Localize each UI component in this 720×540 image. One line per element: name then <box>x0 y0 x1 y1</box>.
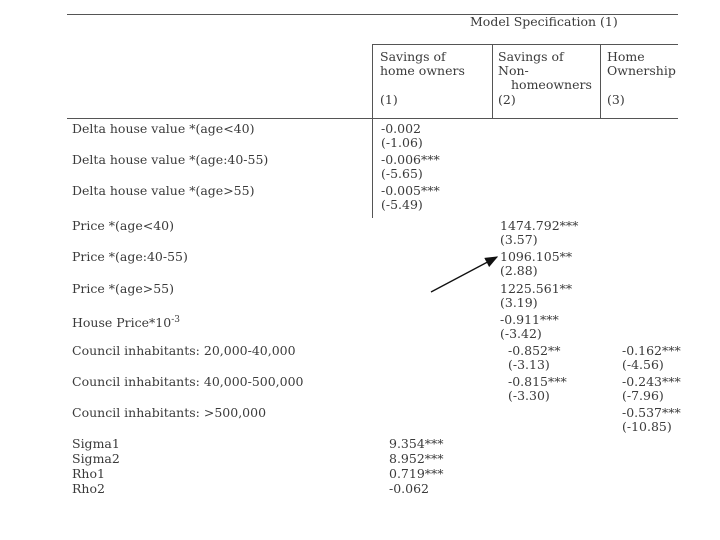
cell-coef: -0.852** <box>508 343 561 358</box>
param-value: -0.062 <box>389 481 430 496</box>
cell-coef: -0.005*** <box>381 183 440 198</box>
param-value: 9.354*** <box>389 436 444 451</box>
param-value: 8.952*** <box>389 451 444 466</box>
cell-coef: -0.162*** <box>622 343 681 358</box>
column-divider-2 <box>492 44 493 118</box>
param-label: Sigma2 <box>72 451 120 466</box>
cell-tstat: (3.57) <box>500 232 538 247</box>
row-label: Delta house value *(age>55) <box>72 183 255 198</box>
cell-coef: -0.006*** <box>381 152 440 167</box>
cell-tstat: (-3.42) <box>500 326 542 341</box>
row-label: Council inhabitants: >500,000 <box>72 405 267 420</box>
column-divider-3 <box>600 44 601 118</box>
row-label: Delta house value *(age:40-55) <box>72 152 269 167</box>
cell-tstat: (-3.30) <box>508 388 550 403</box>
param-label: Sigma1 <box>72 436 120 451</box>
row-label: Council inhabitants: 40,000-500,000 <box>72 374 304 389</box>
spanning-title: Model Specification (1) <box>470 14 618 29</box>
cell-tstat: (-5.49) <box>381 197 423 212</box>
row-label: Price *(age>55) <box>72 281 174 296</box>
param-label: Rho1 <box>72 466 105 481</box>
row-label: Delta house value *(age<40) <box>72 121 255 136</box>
row-label: Price *(age:40-55) <box>72 249 188 264</box>
cell-tstat: (-10.85) <box>622 419 672 434</box>
cell-coef: 1225.561** <box>500 281 573 296</box>
cell-tstat: (-5.65) <box>381 166 423 181</box>
cell-coef: 1096.105** <box>500 249 573 264</box>
row-label: Council inhabitants: 20,000-40,000 <box>72 343 296 358</box>
cell-tstat: (2.88) <box>500 263 538 278</box>
cell-tstat: (-4.56) <box>622 357 664 372</box>
cell-tstat: (-3.13) <box>508 357 550 372</box>
param-label: Rho2 <box>72 481 105 496</box>
cell-tstat: (-7.96) <box>622 388 664 403</box>
cell-coef: -0.243*** <box>622 374 681 389</box>
param-value: 0.719*** <box>389 466 444 481</box>
cell-coef: -0.815*** <box>508 374 567 389</box>
cell-coef: -0.537*** <box>622 405 681 420</box>
cell-tstat: (3.19) <box>500 295 538 310</box>
exponent: -3 <box>171 315 180 325</box>
row-label: Price *(age<40) <box>72 218 174 233</box>
cell-tstat: (-1.06) <box>381 135 423 150</box>
row-label: House $Price*10^{-3}$ <box>72 315 180 331</box>
header-spanner-rule <box>372 44 678 45</box>
cell-coef: 1474.792*** <box>500 218 579 233</box>
cell-coef: -0.911*** <box>500 312 559 327</box>
column-divider-1 <box>372 44 373 218</box>
cell-coef: -0.002 <box>381 121 422 136</box>
